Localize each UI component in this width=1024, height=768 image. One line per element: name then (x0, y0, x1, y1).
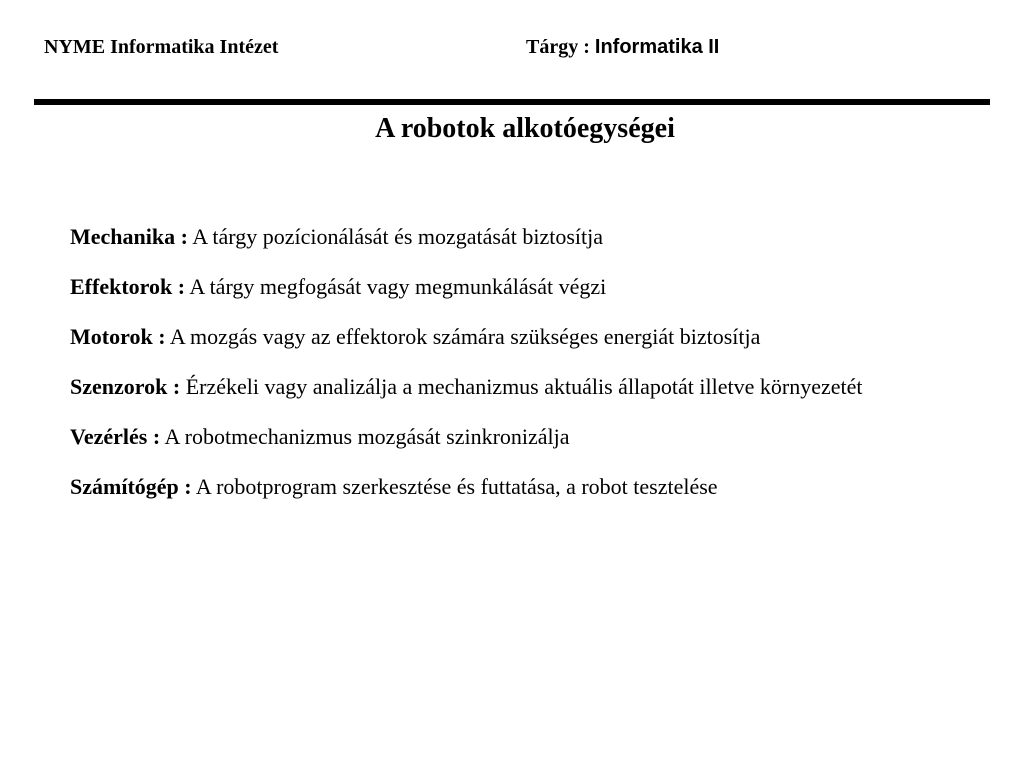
item-term: Vezérlés : (70, 424, 161, 449)
item-description: A tárgy megfogását vagy megmunkálását végzi (189, 274, 607, 299)
subject-value: Informatika II (594, 36, 720, 58)
item-term: Számítógép : (70, 474, 192, 499)
list-item-szenzorok (70, 370, 980, 403)
list-item-szamitogep (70, 470, 980, 503)
item-description: A robotprogram szerkesztése és futtatása, a robot tesztelése (195, 474, 718, 499)
item-description: A mozgás vagy az effektorok számára szükséges energiát biztosítja (169, 324, 761, 349)
subject-label: Tárgy : (526, 36, 590, 58)
item-term: Effektorok : (70, 274, 186, 299)
item-term: Motorok : (70, 324, 166, 349)
item-description: Érzékeli vagy analizálja a mechanizmus aktuális állapotát illetve környezetét (185, 374, 863, 399)
item-term: Szenzorok : (70, 374, 181, 399)
list-item-effektorok (70, 270, 980, 303)
item-term: Mechanika : (70, 224, 188, 249)
list-item-motorok (70, 320, 980, 353)
list-item-vezerles (70, 420, 980, 453)
institute-name: NYME Informatika Intézet (44, 36, 279, 58)
item-description: A tárgy pozícionálását és mozgatását biztosítja (192, 224, 603, 249)
item-description: A robotmechanizmus mozgását szinkronizálja (164, 424, 570, 449)
slide-title: A robotok alkotóegységei (375, 113, 675, 144)
list-item-mechanika (70, 220, 980, 253)
header-divider (34, 99, 990, 105)
component-list (70, 220, 980, 520)
subject-header (526, 36, 719, 59)
